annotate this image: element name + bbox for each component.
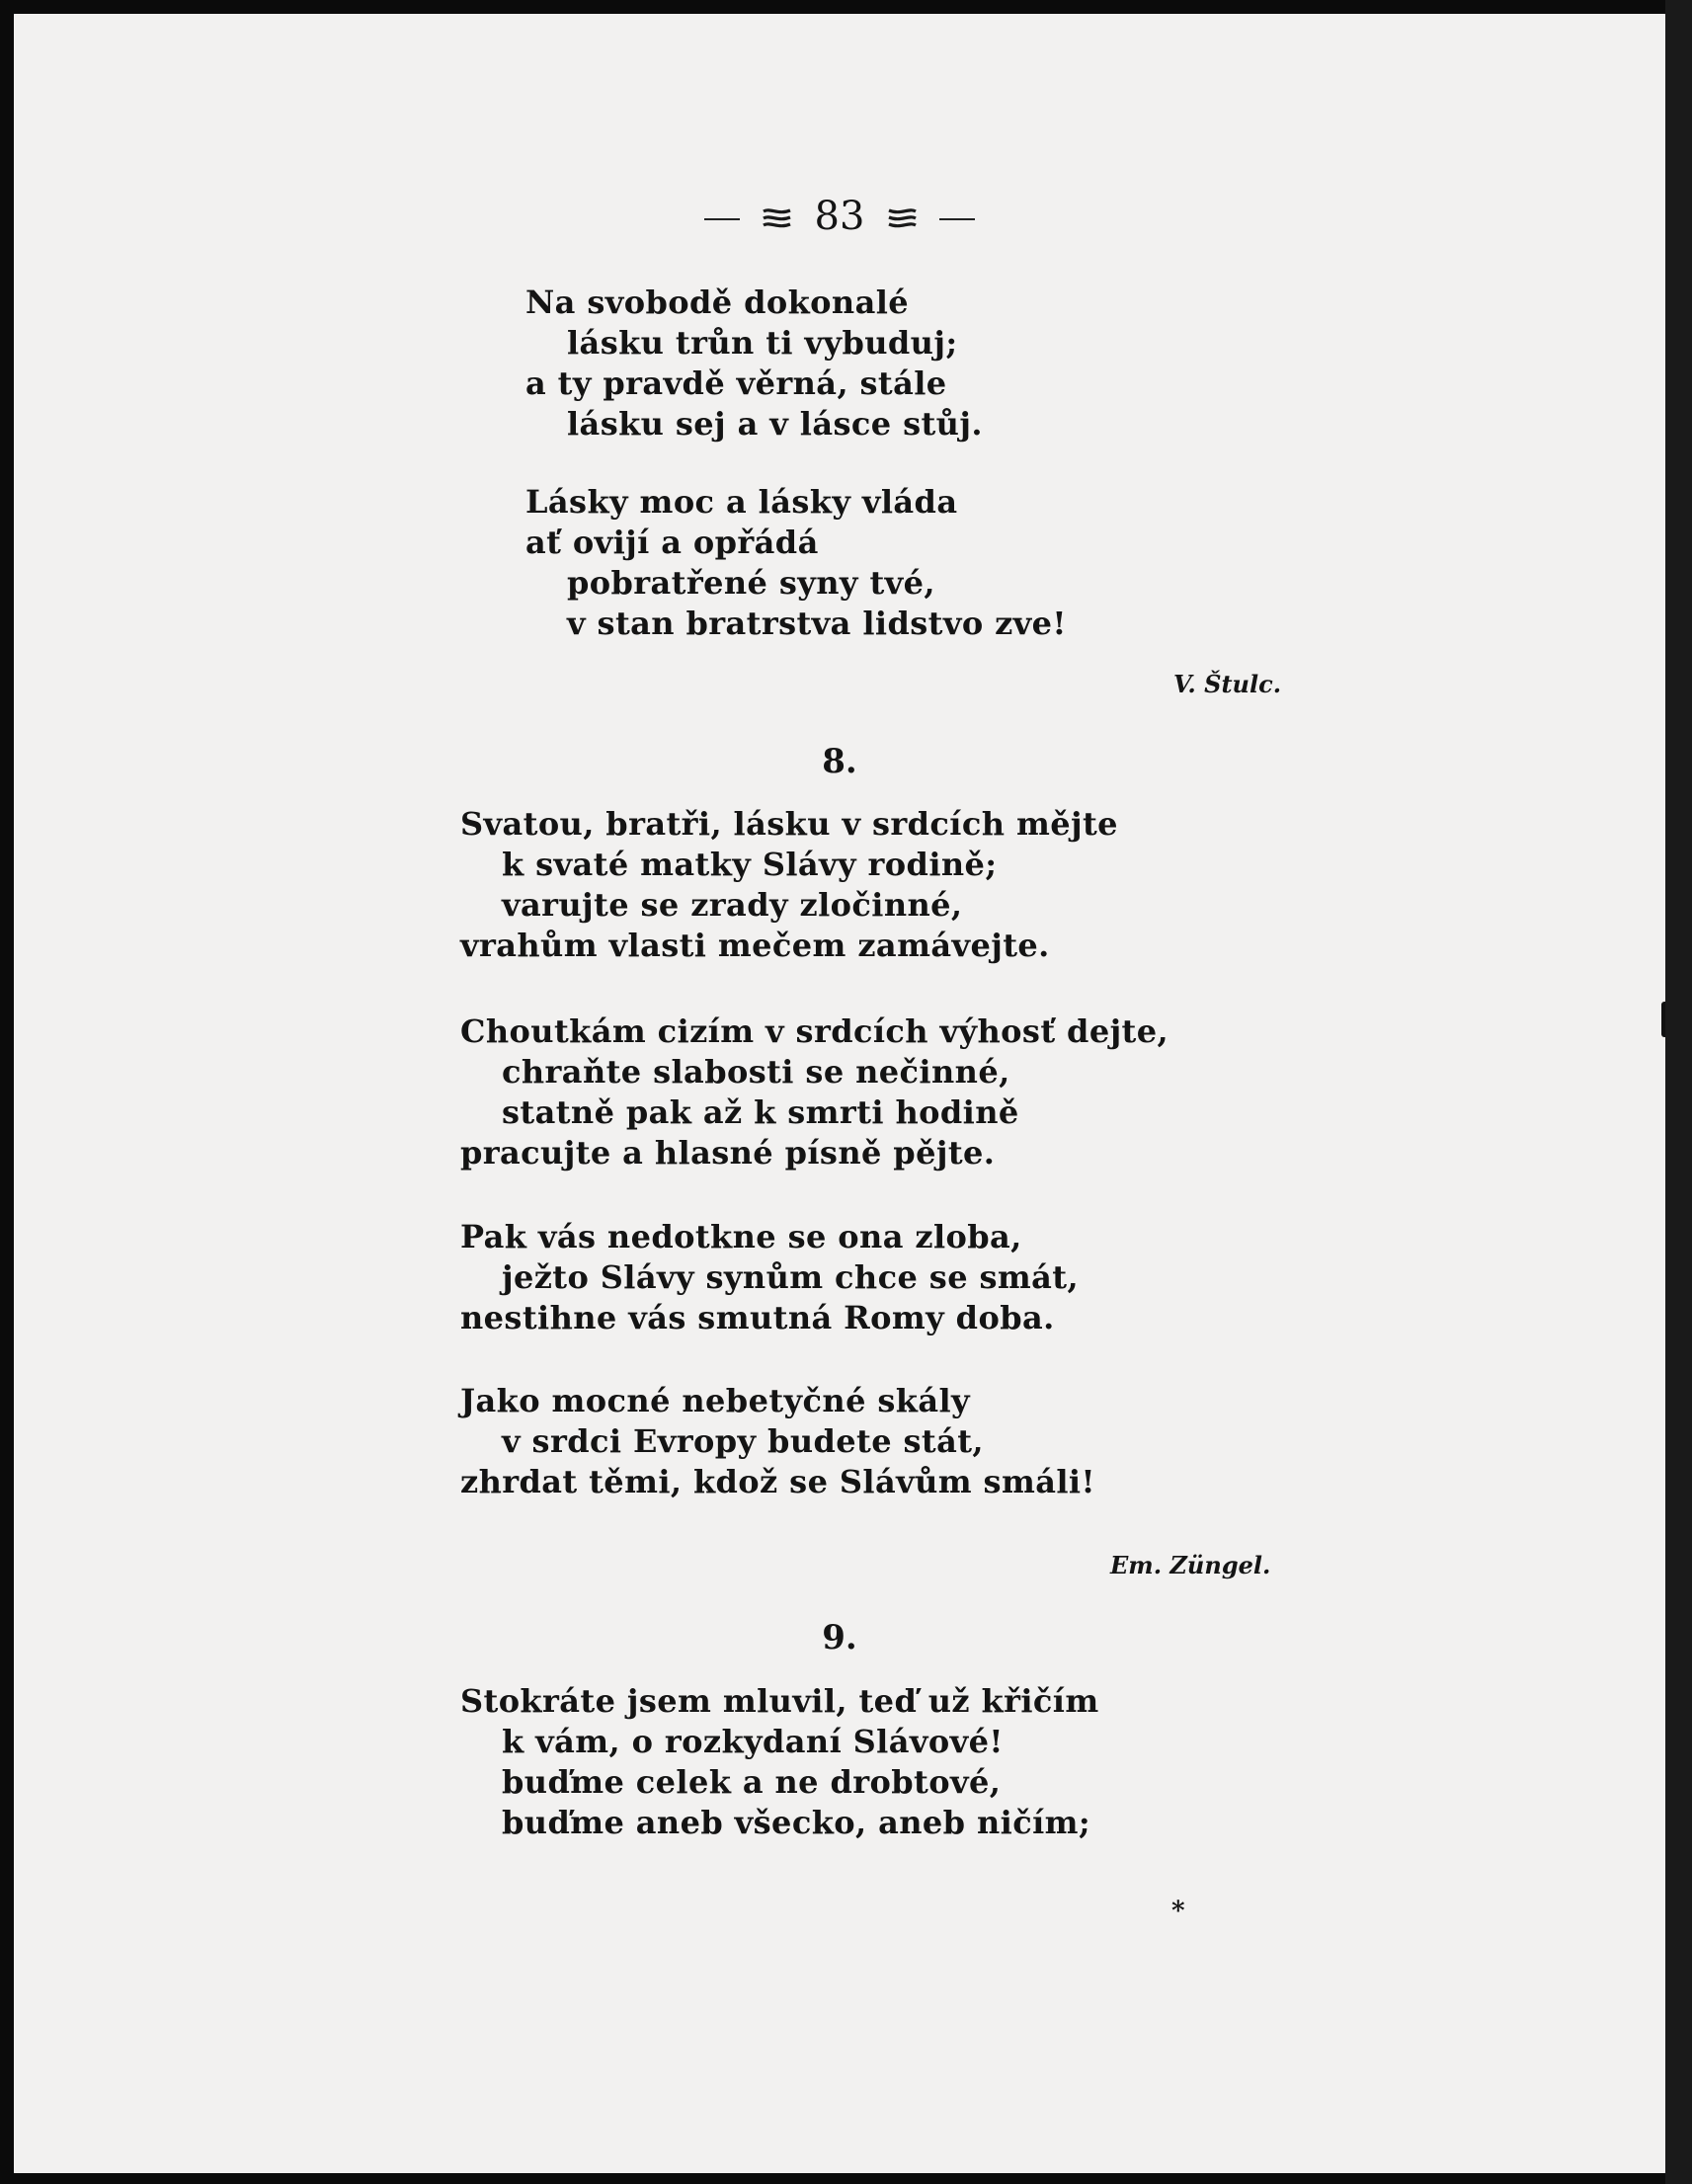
verse-line: Lásky moc a lásky vláda <box>525 483 958 521</box>
ornament-left-icon <box>761 206 794 232</box>
verse-line: pracujte a hlasné písně pějte. <box>460 1134 996 1172</box>
book-page <box>14 14 1665 2173</box>
verse-line: Pak vás nedotkne se ona zloba, <box>460 1218 1022 1255</box>
verse-line: v srdci Evropy budete stát, <box>502 1422 984 1460</box>
poem-number: 8. <box>822 742 857 781</box>
verse-line: Stokráte jsem mluvil, teď už křičím <box>460 1682 1099 1720</box>
verse-line: ježto Slávy synům chce se smát, <box>502 1258 1080 1296</box>
verse-line: chraňte slabosti se nečinné, <box>502 1053 1010 1091</box>
stanza <box>460 804 1118 966</box>
verse-line: ať ovijí a opřádá <box>525 524 819 561</box>
asterisk-mark: * <box>1171 1897 1185 1926</box>
ornament-right-icon <box>885 206 919 232</box>
verse-line: nestihne vás smutná Romy doba. <box>460 1299 1055 1336</box>
page-header <box>14 192 1665 241</box>
stanza <box>460 1681 1099 1843</box>
verse-line: a ty pravdě věrná, stále <box>525 364 947 402</box>
verse-line: statně pak až k smrti hodině <box>502 1093 1019 1131</box>
verse-line: v stan bratrstva lidstvo zve! <box>567 605 1067 642</box>
verse-line: k svaté matky Slávy rodině; <box>502 846 998 883</box>
author-signature: Em. Züngel. <box>1110 1551 1271 1579</box>
verse-line: pobratřené syny tvé, <box>567 564 935 602</box>
stanza <box>460 1217 1079 1338</box>
verse-line: lásku sej a v lásce stůj. <box>567 405 983 443</box>
scan-edge <box>1665 0 1692 2184</box>
verse-line: lásku trůn ti vybuduj; <box>567 324 958 362</box>
verse-line: varujte se zrady zločinné, <box>502 886 963 924</box>
author-signature: V. Štulc. <box>1173 670 1282 698</box>
header-rule-right <box>939 218 975 220</box>
stanza <box>460 1381 1095 1502</box>
verse-line: k vám, o rozkydaní Slávové! <box>502 1723 1004 1760</box>
poem-number: 9. <box>822 1618 857 1658</box>
verse-line: vrahům vlasti mečem zamávejte. <box>460 927 1050 964</box>
page-number: 83 <box>814 194 865 239</box>
stanza <box>460 1011 1168 1173</box>
verse-line: Jako mocné nebetyčné skály <box>460 1382 971 1419</box>
verse-line: Choutkám cizím v srdcích výhosť dejte, <box>460 1012 1169 1050</box>
verse-line: buďme aneb všecko, aneb ničím; <box>502 1804 1091 1841</box>
stanza <box>525 283 983 445</box>
verse-line: buďme celek a ne drobtové, <box>502 1763 1002 1801</box>
verse-line: Na svobodě dokonalé <box>525 283 910 321</box>
header-rule-left <box>704 218 740 220</box>
verse-line: Svatou, bratři, lásku v srdcích mějte <box>460 805 1118 843</box>
verse-line: zhrdat těmi, kdož se Slávům smáli! <box>460 1463 1095 1500</box>
stanza <box>525 482 1067 644</box>
